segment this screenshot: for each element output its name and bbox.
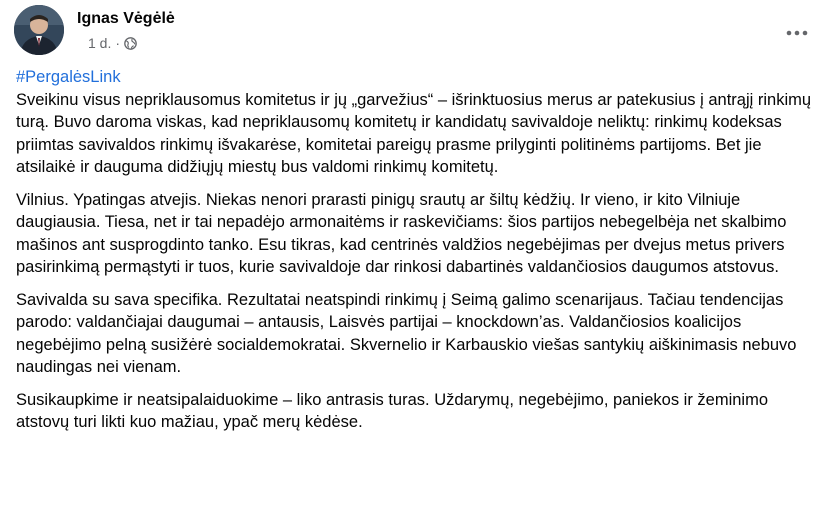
post-paragraph: Susikaupkime ir neatsipalaiduokime – liko antrasis turas. Uždarymų, negebėjimo, paniekos ir žeminimo atstovų turi likti kuo mažiau, ypač merų kėdėse.: [16, 390, 769, 431]
post-paragraph: Vilnius. Ypatingas atvejis. Niekas nenori prarasti pinigų srautų ar šiltų kėdžių. Ir vieno, ir kito Vilniuje daugiausia. Tiesa, net ir tai nepadėjo armonaitėms ir raskevičiams: šios partijos nebegelbėja net skalbimo mašinos ant susprogdinto tanko. Esu tikras, kad centrinės valdžios negebėjimas per dvejus metus privers pasirinkimą permąstyti ir tuos, kurie savivaldoje dar rinkosi dabartinės valdančiosios daugumos atstovus.: [16, 190, 787, 276]
post-meta: [88, 35, 137, 51]
meta-separator: ·: [115, 35, 121, 51]
avatar-photo: [14, 5, 64, 55]
post-paragraph: Savivalda su sava specifika. Rezultatai neatspindi rinkimų į Seimą galimo scenarijaus. Tačiau tendencijas parodo: valdančiajai daugumai – antausis, Laisvės partijai – knockdown’as. Valdančiosios koalicijos negebėjimo pelną susižėrė socialdemokratai. Skvernelio ir Karbauskio viešas santykių aiškinimasis nebuvo naudingas nei vienam.: [16, 290, 797, 376]
avatar[interactable]: [14, 5, 64, 55]
hashtag-link[interactable]: #PergalėsLink: [16, 68, 121, 86]
post-header: [14, 5, 827, 59]
globe-icon[interactable]: [124, 37, 137, 50]
post-time[interactable]: 1 d.: [88, 35, 112, 51]
post-paragraph: Sveikinu visus nepriklausomus komitetus ir jų „garvežius“ – išrinktuosius merus ar patekusius į antrąjį rinkimų turą. Buvo daroma viskas, kad nepriklausomų komitetų ir kandidatų savivaldoje neliktų: rinkimų kodeksas priimtas savivaldos rinkimų išvakarėse, komitetai pareigų prasme prilyginti politinėms partijoms. Bet jie atsilaikė ir dauguma didžiųjų miestų bus valdomi rinkimų komitetų.: [16, 90, 812, 176]
more-options-button[interactable]: [779, 15, 815, 51]
post-content: [16, 66, 816, 444]
more-horizontal-icon: [786, 30, 808, 36]
author-name[interactable]: Ignas Vėgėlė: [77, 10, 175, 27]
